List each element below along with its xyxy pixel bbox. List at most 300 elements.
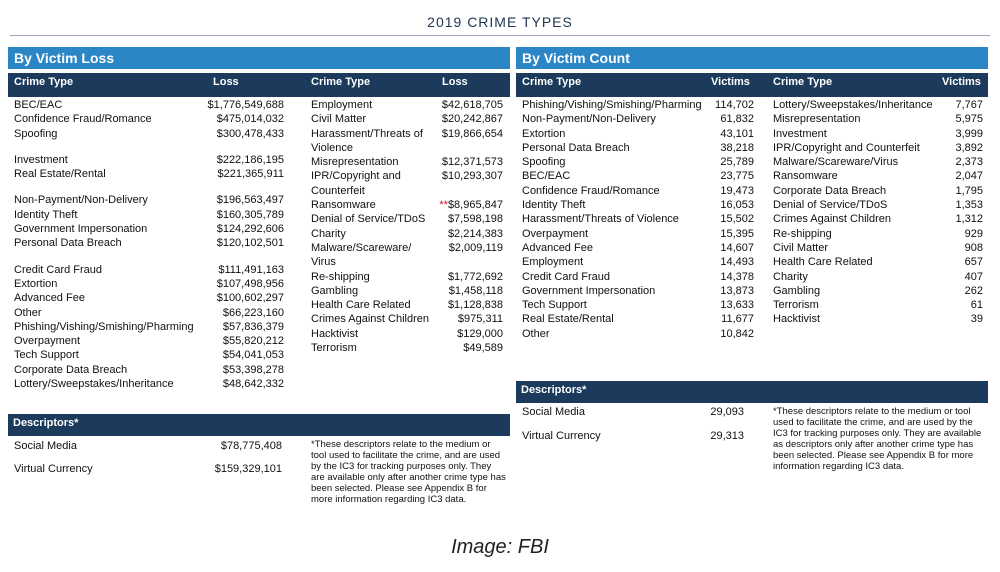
value-text: $49,589 xyxy=(463,342,503,355)
crime-type-value xyxy=(955,112,983,126)
crime-type-value xyxy=(223,306,284,320)
table-row xyxy=(773,312,983,326)
crime-type-value xyxy=(955,141,983,155)
crime-type-name: Employment xyxy=(522,256,584,269)
value-text: $300,478,433 xyxy=(216,127,284,140)
title-divider xyxy=(10,35,990,36)
crime-type-name: Harassment/Threats of Violence xyxy=(522,213,679,226)
victim-loss-panel xyxy=(8,47,510,66)
value-text: $7,598,198 xyxy=(447,213,503,226)
crime-type-name: Civil Matter xyxy=(773,241,829,254)
crime-type-value xyxy=(448,270,503,284)
page-title: 2019 CRIME TYPES xyxy=(427,14,573,30)
table-row xyxy=(14,193,284,207)
victim-count-column-header xyxy=(516,73,988,97)
crime-type-name: Civil Matter xyxy=(311,113,367,126)
crime-type-value xyxy=(449,284,503,298)
value-text: 407 xyxy=(964,270,983,283)
crime-type-value xyxy=(720,327,754,341)
crime-type-name: Real Estate/Rental xyxy=(14,168,106,181)
loss-col-crime-type-left: Crime Type xyxy=(14,76,74,88)
value-text: 908 xyxy=(964,241,983,254)
crime-type-value xyxy=(720,255,754,269)
value-text: $475,014,032 xyxy=(216,113,284,126)
crime-type-name: Confidence Fraud/Romance xyxy=(14,113,152,126)
table-row xyxy=(773,141,983,155)
count-col-victims-right: Victims xyxy=(942,76,981,88)
crime-type-name: Ransomware xyxy=(773,170,838,183)
crime-type-value xyxy=(955,169,983,183)
value-text: $1,772,692 xyxy=(447,270,503,283)
value-text: $975,311 xyxy=(457,313,503,326)
value-text: 1,795 xyxy=(955,184,983,197)
crime-type-name: Investment xyxy=(773,127,827,140)
footnote-mark: ** xyxy=(439,199,448,212)
crime-type-name: Phishing/Vishing/Smishing/Pharming xyxy=(14,320,194,333)
crime-type-name: Terrorism xyxy=(311,342,357,355)
value-text: 39 xyxy=(970,313,983,326)
value-text: $42,618,705 xyxy=(441,99,503,111)
crime-type-name: Corporate Data Breach xyxy=(773,184,887,197)
crime-type-value xyxy=(971,298,983,312)
loss-descriptor-name: Virtual Currency xyxy=(14,463,93,475)
crime-type-value xyxy=(442,155,503,169)
table-row xyxy=(773,298,983,312)
value-text: $107,498,956 xyxy=(216,277,284,290)
table-row xyxy=(14,320,284,334)
value-text: 1,353 xyxy=(955,199,983,212)
table-row xyxy=(773,270,983,284)
value-text: $10,293,307 xyxy=(441,170,503,183)
value-text: 61,832 xyxy=(720,113,754,126)
crime-type-value xyxy=(720,127,754,141)
crime-type-value xyxy=(955,155,983,169)
crime-type-value xyxy=(442,169,503,183)
crime-type-value xyxy=(720,155,754,169)
loss-descriptor-name: Social Media xyxy=(14,440,77,452)
loss-descriptor-row xyxy=(14,440,282,452)
crime-type-name: Identity Theft xyxy=(522,199,586,212)
table-row xyxy=(311,112,503,126)
crime-type-value xyxy=(218,263,284,277)
crime-type-value xyxy=(965,241,983,255)
table-row xyxy=(522,169,754,183)
table-row xyxy=(773,112,983,126)
table-row xyxy=(14,167,284,181)
crime-type-name: Other xyxy=(522,327,550,340)
crime-type-name: Overpayment xyxy=(14,335,81,348)
value-text: 114,702 xyxy=(715,99,754,111)
crime-type-value xyxy=(955,98,983,112)
crime-type-name: Lottery/Sweepstakes/Inheritance xyxy=(773,99,933,111)
crime-type-value xyxy=(720,141,754,155)
crime-type-value xyxy=(217,208,284,222)
crime-type-name: Denial of Service/TDoS xyxy=(773,199,888,212)
table-row xyxy=(522,270,754,284)
value-text: 262 xyxy=(964,284,983,297)
table-row xyxy=(14,208,284,222)
value-text: 10,842 xyxy=(720,327,754,340)
crime-type-name: Health Care Related xyxy=(311,299,411,312)
crime-type-value xyxy=(442,127,503,141)
value-text: 2,373 xyxy=(955,156,983,169)
value-text: 2,047 xyxy=(955,170,983,183)
value-text: $1,458,118 xyxy=(448,284,503,297)
crime-type-value xyxy=(218,167,284,181)
value-text: $19,866,654 xyxy=(441,127,503,140)
table-row xyxy=(14,377,284,391)
crime-type-value xyxy=(715,98,754,112)
crime-type-name: Charity xyxy=(311,227,346,240)
crime-type-value xyxy=(720,112,754,126)
crime-type-value xyxy=(217,236,284,250)
value-text: $20,242,867 xyxy=(441,113,503,126)
value-text: $1,128,838 xyxy=(447,299,503,312)
crime-type-name: Terrorism xyxy=(773,299,819,312)
loss-descriptors-label: Descriptors* xyxy=(13,417,79,429)
table-row xyxy=(14,112,284,126)
value-text: 3,892 xyxy=(955,141,983,154)
crime-type-name: Non-Payment/Non-Delivery xyxy=(522,113,656,126)
crime-type-value xyxy=(217,153,284,167)
victim-count-heading: By Victim Count xyxy=(516,47,988,69)
crime-type-name: Crimes Against Children xyxy=(773,213,891,226)
crime-type-value xyxy=(223,377,284,391)
crime-type-value xyxy=(208,98,284,112)
crime-type-value xyxy=(217,222,284,236)
table-row xyxy=(311,98,503,112)
crime-type-name: IPR/Copyright and Counterfeit xyxy=(773,141,920,154)
value-text: 11,677 xyxy=(721,313,754,326)
crime-type-name: Hacktivist xyxy=(773,313,821,326)
crime-type-name: Crimes Against Children xyxy=(311,313,429,326)
table-row xyxy=(311,169,503,198)
victim-count-right-list xyxy=(773,98,983,327)
table-row xyxy=(311,227,503,241)
value-text: 5,975 xyxy=(955,113,983,126)
crime-type-value xyxy=(448,212,503,226)
crime-type-value xyxy=(965,270,983,284)
value-text: 14,607 xyxy=(720,241,754,254)
crime-type-name: IPR/Copyright and xyxy=(311,170,401,183)
table-row xyxy=(522,255,754,269)
table-row xyxy=(773,255,983,269)
value-text: 1,312 xyxy=(955,213,983,226)
table-row xyxy=(522,98,754,112)
crime-type-value xyxy=(457,327,503,341)
crime-type-name: Misrepresentation xyxy=(311,156,399,169)
value-text: 23,775 xyxy=(720,170,754,183)
value-text: 929 xyxy=(964,227,983,240)
crime-type-value xyxy=(439,198,503,212)
table-row xyxy=(522,212,754,226)
crime-type-value xyxy=(720,284,754,298)
count-descriptor-row xyxy=(522,430,744,442)
crime-type-value xyxy=(448,298,503,312)
table-row xyxy=(522,312,754,326)
crime-type-name: Tech Support xyxy=(14,349,79,362)
crime-type-value xyxy=(955,127,983,141)
table-row xyxy=(311,155,503,169)
table-row xyxy=(311,312,503,326)
table-row xyxy=(14,153,284,167)
victim-loss-left-list xyxy=(14,98,284,391)
crime-type-name: Tech Support xyxy=(522,299,587,312)
value-text: $2,214,383 xyxy=(447,227,503,240)
count-descriptors-label: Descriptors* xyxy=(521,384,587,396)
crime-type-name-continued: Virus xyxy=(311,256,336,269)
value-text: $48,642,332 xyxy=(222,378,284,391)
crime-type-value xyxy=(720,270,754,284)
crime-type-value xyxy=(217,193,284,207)
value-text: $2,009,119 xyxy=(448,241,503,254)
crime-type-name: Personal Data Breach xyxy=(14,237,122,250)
crime-type-value xyxy=(442,112,503,126)
victim-loss-column-header xyxy=(8,73,510,97)
crime-type-value xyxy=(720,227,754,241)
crime-type-value xyxy=(463,341,503,355)
crime-type-value xyxy=(449,241,503,255)
table-row xyxy=(14,98,284,112)
crime-type-value xyxy=(720,241,754,255)
value-text: $196,563,497 xyxy=(216,194,284,207)
count-col-crime-type-right: Crime Type xyxy=(773,76,833,88)
value-text: 19,473 xyxy=(720,184,754,197)
table-row xyxy=(522,241,754,255)
value-text: 657 xyxy=(964,256,983,269)
table-row xyxy=(773,227,983,241)
crime-type-name: Re-shipping xyxy=(311,270,370,283)
table-row xyxy=(522,227,754,241)
crime-type-name: Credit Card Fraud xyxy=(14,263,103,276)
table-row xyxy=(14,334,284,348)
value-text: $221,365,911 xyxy=(217,168,284,181)
crime-type-value xyxy=(448,227,503,241)
table-row xyxy=(773,127,983,141)
loss-descriptor-row xyxy=(14,463,282,475)
table-row xyxy=(522,112,754,126)
crime-type-value xyxy=(720,212,754,226)
loss-descriptor-value: $159,329,101 xyxy=(214,463,282,475)
value-text: 13,633 xyxy=(720,299,754,312)
value-text: $120,102,501 xyxy=(216,237,284,250)
crime-type-name: Extortion xyxy=(522,127,566,140)
crime-type-name: Gambling xyxy=(773,284,821,297)
crime-type-value xyxy=(720,298,754,312)
value-text: 16,053 xyxy=(720,199,754,212)
value-text: 14,378 xyxy=(720,270,754,283)
value-text: 14,493 xyxy=(720,256,754,269)
table-row xyxy=(14,127,284,141)
value-text: 13,873 xyxy=(720,284,754,297)
victim-count-panel xyxy=(516,47,988,66)
value-text: 61 xyxy=(970,299,983,312)
value-text: $222,186,195 xyxy=(216,153,284,166)
value-text: 43,101 xyxy=(720,127,754,140)
count-descriptor-value: 29,093 xyxy=(710,406,744,418)
table-row xyxy=(311,270,503,284)
count-descriptor-name: Virtual Currency xyxy=(522,430,601,442)
crime-type-name: Phishing/Vishing/Smishing/Pharming xyxy=(522,99,702,111)
crime-type-name: Denial of Service/TDoS xyxy=(311,213,426,226)
value-text: 38,218 xyxy=(720,141,754,154)
value-text: $160,305,789 xyxy=(216,208,284,221)
count-descriptor-name: Social Media xyxy=(522,406,585,418)
table-row xyxy=(773,212,983,226)
crime-type-name: Spoofing xyxy=(522,156,566,169)
crime-type-value xyxy=(217,127,284,141)
table-row xyxy=(522,141,754,155)
crime-type-name: Confidence Fraud/Romance xyxy=(522,184,660,197)
table-row xyxy=(522,298,754,312)
value-text: 7,767 xyxy=(955,99,983,111)
crime-type-value xyxy=(442,98,503,112)
crime-type-value xyxy=(955,212,983,226)
value-text: $100,602,297 xyxy=(216,292,284,305)
crime-type-name: Lottery/Sweepstakes/Inheritance xyxy=(14,378,174,391)
table-row xyxy=(522,127,754,141)
crime-type-value xyxy=(223,363,284,377)
crime-type-name: BEC/EAC xyxy=(14,99,63,111)
loss-descriptor-value: $78,775,408 xyxy=(220,440,282,452)
crime-type-name: Identity Theft xyxy=(14,208,78,221)
count-descriptor-row xyxy=(522,406,744,418)
crime-type-value xyxy=(720,184,754,198)
count-descriptors-note: *These descriptors relate to the medium or tool used to facilitate the crime, and are used by the IC3 for tracking purposes only. They are available as descriptors only after another crime type has been selected. Please see Appendix B for more information regarding IC3 data. xyxy=(773,406,982,472)
loss-col-loss-right: Loss xyxy=(442,76,468,88)
table-row xyxy=(14,291,284,305)
value-text: $53,398,278 xyxy=(222,363,284,376)
crime-type-name: Harassment/Threats of xyxy=(311,127,423,140)
crime-type-value xyxy=(955,198,983,212)
table-row xyxy=(14,222,284,236)
loss-col-loss-left: Loss xyxy=(213,76,239,88)
table-row xyxy=(311,198,503,212)
table-row xyxy=(14,236,284,250)
crime-type-name: Re-shipping xyxy=(773,227,832,240)
value-text: 15,502 xyxy=(720,213,754,226)
value-text: $55,820,212 xyxy=(222,335,284,348)
table-row xyxy=(773,184,983,198)
crime-type-name: BEC/EAC xyxy=(522,170,571,183)
crime-type-name: Gambling xyxy=(311,284,359,297)
table-row xyxy=(311,127,503,156)
crime-type-value xyxy=(217,291,284,305)
image-credit: Image: FBI xyxy=(451,536,549,558)
crime-type-name: Advanced Fee xyxy=(522,241,593,254)
crime-type-value xyxy=(720,169,754,183)
table-row xyxy=(773,241,983,255)
crime-type-name: Extortion xyxy=(14,277,58,290)
crime-type-name: Government Impersonation xyxy=(14,223,148,236)
crime-type-name: Other xyxy=(14,306,42,319)
count-descriptor-value: 29,313 xyxy=(710,430,744,442)
crime-type-name: Health Care Related xyxy=(773,256,873,269)
table-row xyxy=(773,284,983,298)
loss-descriptors-note: *These descriptors relate to the medium or tool used to facilitate the crime, and are used by the IC3 for tracking purposes only. They are available only after another crime type has been selected. Please see Appendix B for more information regarding IC3 data. xyxy=(311,439,506,505)
value-text: $111,491,163 xyxy=(218,263,284,276)
crime-type-name: Corporate Data Breach xyxy=(14,363,128,376)
table-row xyxy=(311,241,503,270)
crime-type-value xyxy=(223,334,284,348)
crime-type-name-continued: Counterfeit xyxy=(311,184,365,197)
crime-type-name: Ransomware xyxy=(311,199,376,212)
value-text: $54,041,053 xyxy=(222,349,284,362)
crime-type-name: Spoofing xyxy=(14,127,58,140)
table-row xyxy=(14,277,284,291)
table-row xyxy=(14,306,284,320)
value-text: $8,965,847 xyxy=(447,199,503,212)
crime-type-name: Government Impersonation xyxy=(522,284,656,297)
crime-type-value xyxy=(720,198,754,212)
table-row xyxy=(522,284,754,298)
table-row xyxy=(311,212,503,226)
crime-type-value xyxy=(458,312,503,326)
table-row xyxy=(311,341,503,355)
victim-loss-heading: By Victim Loss xyxy=(8,47,510,69)
value-text: $57,836,379 xyxy=(222,320,284,333)
crime-type-value xyxy=(223,348,284,362)
value-text: $124,292,606 xyxy=(216,223,284,236)
crime-type-value xyxy=(965,227,983,241)
crime-type-value xyxy=(721,312,754,326)
crime-type-value xyxy=(223,320,284,334)
value-text: 3,999 xyxy=(955,127,983,140)
crime-type-name: Employment xyxy=(311,99,373,111)
value-text: $12,371,573 xyxy=(441,156,503,169)
crime-type-name: Credit Card Fraud xyxy=(522,270,611,283)
table-row xyxy=(773,98,983,112)
crime-type-value xyxy=(965,284,983,298)
crime-type-name: Personal Data Breach xyxy=(522,141,630,154)
victim-count-left-list xyxy=(522,98,754,341)
value-text: 25,789 xyxy=(720,156,754,169)
crime-type-name: Hacktivist xyxy=(311,327,359,340)
count-descriptors-header xyxy=(516,381,988,403)
loss-descriptors-header xyxy=(8,414,510,436)
crime-type-name: Malware/Scareware/ xyxy=(311,241,412,254)
table-row xyxy=(14,348,284,362)
crime-type-name-continued: Violence xyxy=(311,141,353,154)
value-text: $66,223,160 xyxy=(222,306,284,319)
value-text: 15,395 xyxy=(720,227,754,240)
crime-type-name: Real Estate/Rental xyxy=(522,313,614,326)
crime-type-value xyxy=(965,255,983,269)
crime-type-value xyxy=(971,312,983,326)
crime-type-value xyxy=(217,112,284,126)
count-col-victims-left: Victims xyxy=(711,76,750,88)
crime-type-name: Misrepresentation xyxy=(773,113,861,126)
crime-type-name: Investment xyxy=(14,153,68,166)
table-row xyxy=(522,184,754,198)
table-row xyxy=(773,198,983,212)
table-row xyxy=(311,298,503,312)
crime-type-name: Charity xyxy=(773,270,808,283)
crime-type-name: Non-Payment/Non-Delivery xyxy=(14,194,148,207)
table-row xyxy=(773,155,983,169)
table-row xyxy=(14,363,284,377)
table-row xyxy=(14,263,284,277)
table-row xyxy=(311,284,503,298)
crime-type-name: Overpayment xyxy=(522,227,589,240)
crime-type-name: Advanced Fee xyxy=(14,292,85,305)
count-col-crime-type-left: Crime Type xyxy=(522,76,582,88)
table-row xyxy=(311,327,503,341)
table-row xyxy=(522,198,754,212)
table-row xyxy=(522,327,754,341)
crime-type-name: Malware/Scareware/Virus xyxy=(773,156,899,169)
table-row xyxy=(773,169,983,183)
